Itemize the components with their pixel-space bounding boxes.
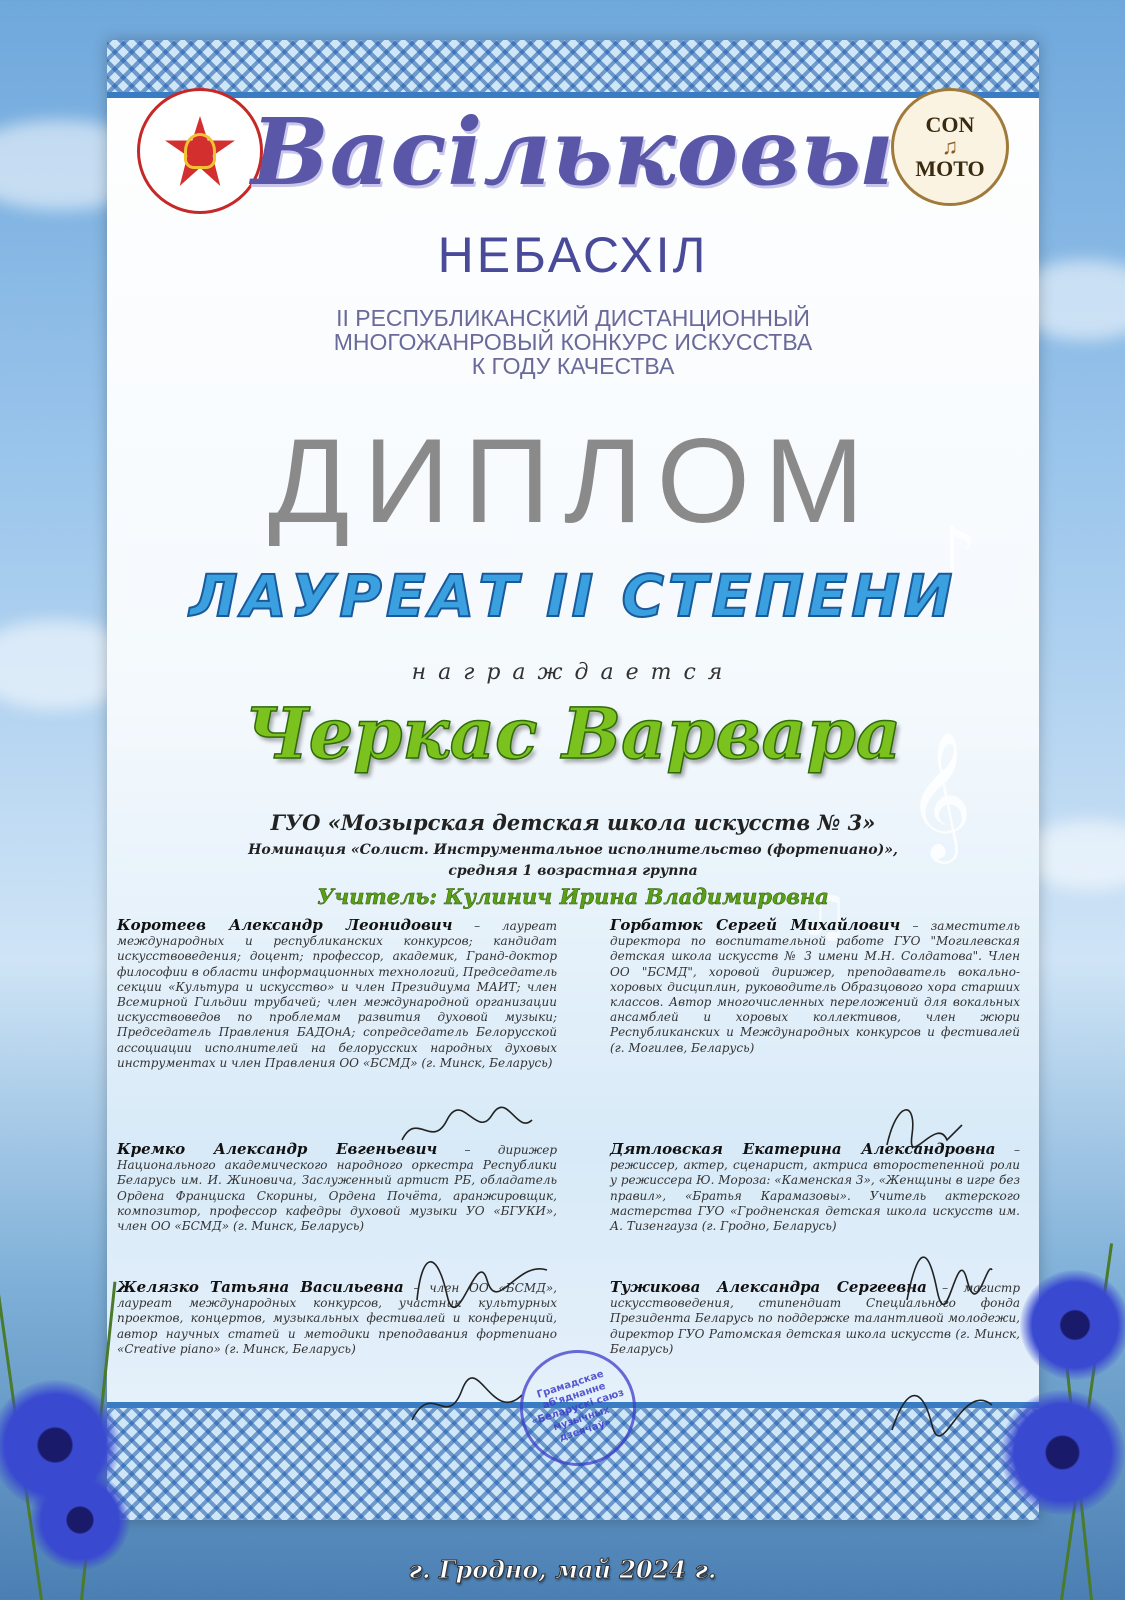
jury-member [117,918,557,1071]
footer-place-date: г. Гродно, май 2024 г. [408,1555,717,1584]
awarded-label: награждается [411,660,735,685]
school-name: ГУО «Мозырская детская школа искусств № 3» [270,810,876,835]
ornament-band-top [107,40,1039,98]
contest-title-sub: НЕБАСХIЛ [437,227,709,283]
contest-description [107,306,1039,378]
nomination [107,840,1039,882]
jury-name: Кремко Александр Евгеньевич [117,1140,438,1158]
jury-description: – дирижер Национального академического народного оркестра Республики Беларусь им. И. Жиновича, Заслуженный артист РБ, обладатель Ордена Франциска Скорины, Ордена Почёта, аранжировщик, композитор, профессор кафедры духовой музыки УО «БГУКИ», член ОО «БСМД» (г. Минск, Беларусь) [117,1143,557,1234]
music-notes-decoration: ♪ [927,510,979,603]
logo-text-bottom: MOTO [915,156,985,181]
jury-name: Дятловская Екатерина Александровна [610,1140,996,1158]
jury-name: Коротеев Александр Леонидович [117,916,453,934]
music-note-icon: ♫ [941,134,959,159]
jury-name: Тужикова Александра Сергеевна [610,1278,927,1296]
jury-name: Желязко Татьяна Васильевна [117,1278,404,1296]
jury-name: Горбатюк Сергей Михайлович [610,916,901,934]
contest-line: II РЕСПУБЛИКАНСКИЙ ДИСТАНЦИОННЫЙ [336,305,810,331]
contest-line: К ГОДУ КАЧЕСТВА [471,353,675,379]
signature [407,1240,557,1310]
jury-description: – заместитель директора по воспитательной работе ГУО "Могилевская детская школа искусств № 3 имени М.Н. Солдатова". Член ОО "БСМД", хоровой дирижер, преподаватель вокально-хоровых дисциплин, руководитель Образцового хора старших классов. Автор многочисленных переложений для вокальных ансамблей и хоровых коллективов, член жюри Республиканских и Международных конкурсов и фестивалей (г. Могилев, Беларусь) [610,919,1020,1055]
teacher-name: Учитель: Кулинич Ирина Владимировна [317,884,829,909]
treble-clef-icon: 𝄞 [907,730,973,858]
logo-text-top: CON [925,112,975,137]
jury-description: – магистр искусствоведения, стипендиат Специального фонда Президента Беларусь по поддержке талантливой молодежи, директор ГУО Ратомская детская школа искусств (г. Минск, Беларусь) [610,1281,1020,1356]
jury-member [610,918,1020,1056]
recipient-name: Черкас Варвара [244,692,902,775]
diploma-heading: ДИПЛОМ [268,414,878,548]
laureate-degree: ЛАУРЕАТ II СТЕПЕНИ [189,562,957,630]
signature [897,1230,997,1310]
music-notes-decoration: ♫ [797,880,851,950]
signature [887,1370,997,1440]
cornflower-icon [1000,1390,1125,1515]
contest-line: МНОГОЖАНРОВЫЙ КОНКУРС ИСКУССТВА [333,329,813,355]
jury-description: – лауреат международных и республиканских конкурсов; кандидат искусствоведения; доцент; профессор, академик, Гранд-доктор философии в области информационных технологий, Председатель секции «Культура и искусство» и член Президиума МАИТ; член Всемирной Гильдии трубачей; член международной организации искусствоведов по проблемам развития духовой музыки; Председатель Правления БАДОнА; сопредседатель Белорусской ассоциации исполнителей на белорусских народных духовых инструментах и член Правления ОО «БСМД» (г. Минск, Беларусь) [117,919,558,1070]
nomination-line: Номинация «Солист. Инструментальное исполнительство (фортепиано)», [248,842,898,858]
stamp-text: Грамадскае аб'яднанне «Беларускі саюз музычных дзеячаў» [530,1368,626,1444]
cornflower-icon [1020,1270,1125,1380]
contest-title-script: Васiльковы [250,98,896,206]
signature [407,1370,527,1440]
jury-description: – режиссер, актер, сценарист, актриса второстепенной роли у режиссера Ю. Мороза: «Каменская 3», «Женщины в игре без правил», «Братья Карамазовы». Учитель актерского мастерства ГУО «Гродненская детская школа искусств им. А. Тизенгауза (г. Гродно, Беларусь) [610,1143,1020,1234]
nomination-line: средняя 1 возрастная группа [448,863,698,879]
diploma-sheet [107,40,1039,1520]
jury-description: – член ОО «БСМД», лауреат международных конкурсов, участник культурных проектов, концертов, музыкальных фестивалей и конференций, автор научных статей и методики преподавания фортепиано «Creative piano» (г. Минск, Беларусь) [117,1281,557,1356]
signature [877,1095,967,1165]
signature [397,1100,537,1160]
